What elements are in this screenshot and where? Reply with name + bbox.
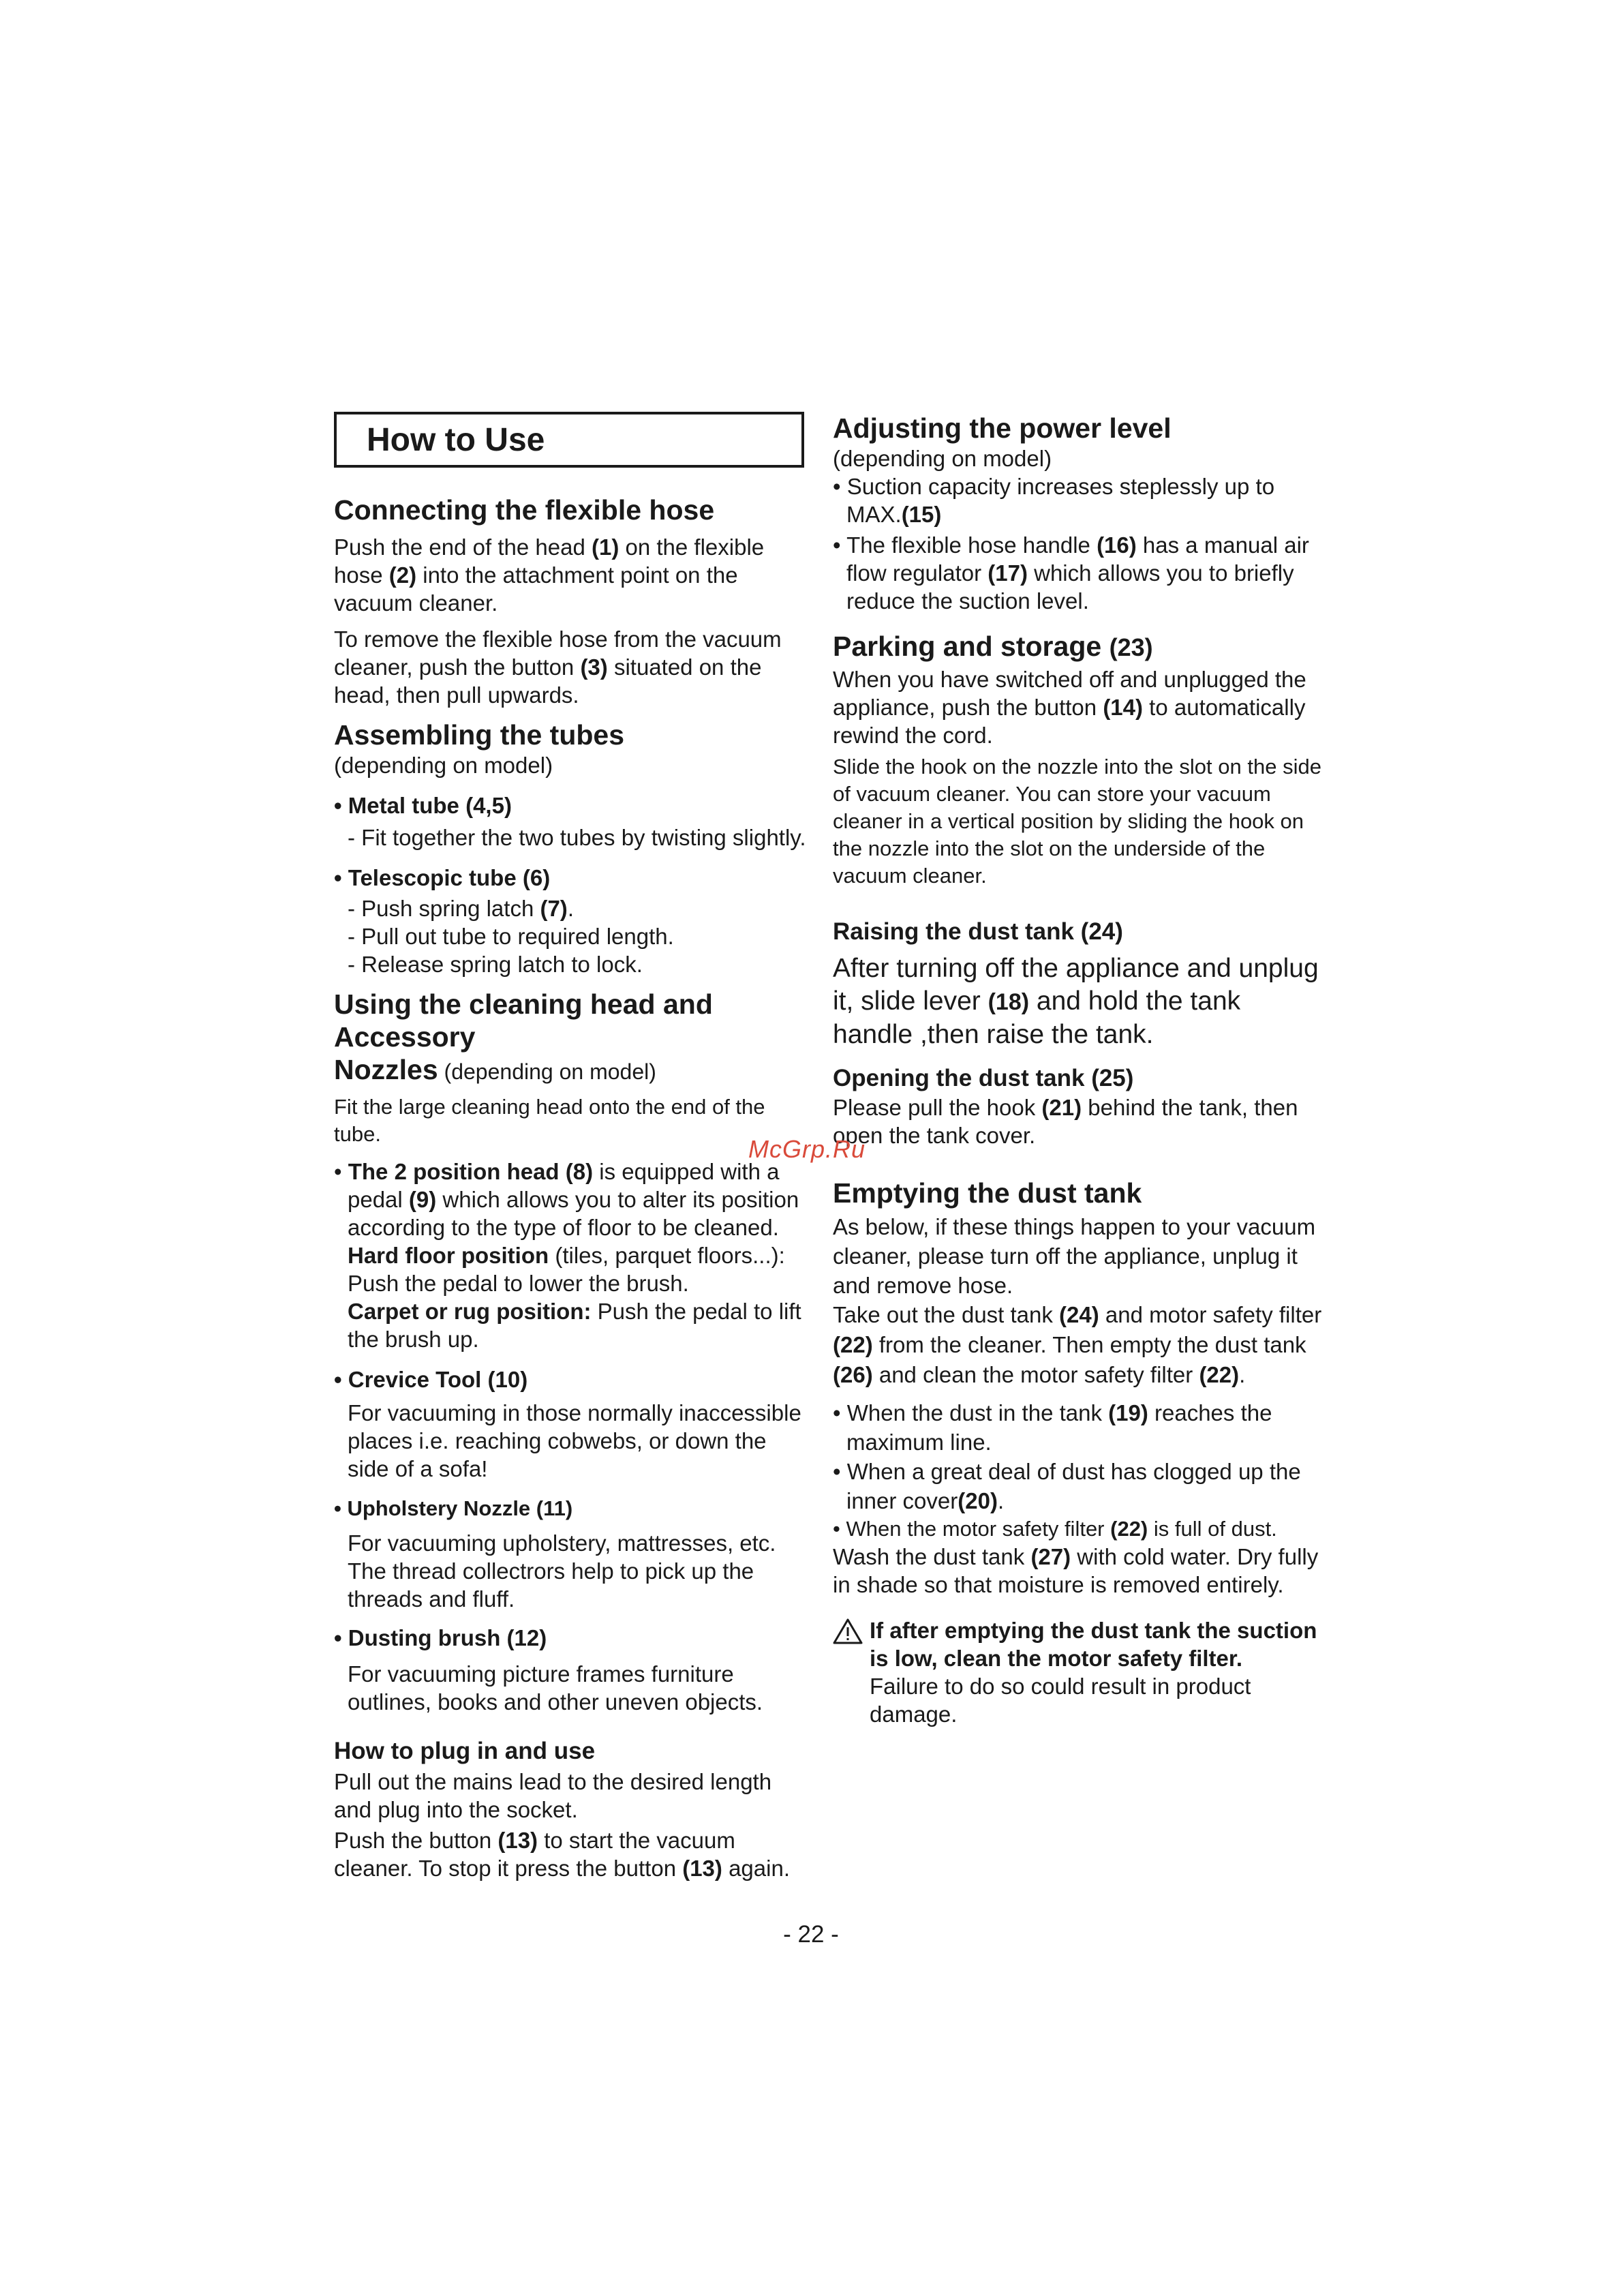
power-note: (depending on model) [833, 446, 1052, 471]
power-bullet-1: • Suction capacity increases steplessly up to MAX.(15) [833, 474, 1275, 527]
emptying-paragraph-2: Take out the dust tank (24) and motor safety filter (22) from the cleaner. Then empty the dust tank (26) and clean the motor safety filter (22). [833, 1302, 1322, 1387]
heading-parking-storage: Parking and storage (23) [833, 631, 1153, 662]
warning-note [833, 1616, 1323, 1728]
metal-tube-label: • Metal tube (4,5) [334, 793, 512, 818]
heading-power-level: Adjusting the power level [833, 412, 1172, 444]
emptying-bullet-1: • When the dust in the tank (19) reaches the maximum line. [833, 1400, 1272, 1455]
dusting-brush-label: • Dusting brush (12) [334, 1625, 547, 1650]
warning-text: Failure to do so could result in product damage. [870, 1674, 1251, 1727]
plug-paragraph-1: Pull out the mains lead to the desired length and plug into the socket. [334, 1769, 772, 1822]
right-column [833, 412, 1323, 1728]
connecting-paragraph-1: Push the end of the head (1) on the flexible hose (2) into the attachment point on the vacuum cleaner. [334, 534, 765, 616]
watermark: McGrp.Ru [748, 1135, 866, 1163]
heading-assembling-tubes: Assembling the tubes [334, 719, 625, 751]
warning-bold-text: If after emptying the dust tank the suction is low, clean the motor safety filter. [870, 1618, 1317, 1671]
power-bullet-2: • The flexible hose handle (16) has a manual air flow regulator (17) which allows you to briefly reduce the suction level. [833, 532, 1309, 614]
telescopic-tube-label: • Telescopic tube (6) [334, 865, 551, 890]
crevice-tool-label: • Crevice Tool (10) [334, 1367, 528, 1392]
heading-emptying-tank: Emptying the dust tank [833, 1177, 1142, 1209]
telescopic-step-1: - Push spring latch (7). [348, 896, 574, 921]
warning-triangle-icon [833, 1616, 864, 1728]
hard-floor-position: Hard floor position (tiles, parquet floors...): Push the pedal to lower the brush. [348, 1243, 785, 1296]
heading-raising-tank: Raising the dust tank (24) [833, 918, 1123, 945]
opening-paragraph: Please pull the hook (21) behind the tank, then open the tank cover. [833, 1095, 1298, 1148]
heading-connecting-hose: Connecting the flexible hose [334, 494, 715, 526]
plug-paragraph-2: Push the button (13) to start the vacuum cleaner. To stop it press the button (13) again. [334, 1828, 790, 1881]
heading-plug-in: How to plug in and use [334, 1738, 596, 1764]
crevice-tool-text: For vacuuming in those normally inaccessible places i.e. reaching cobwebs, or down the side of a sofa! [348, 1400, 801, 1481]
raising-paragraph: After turning off the appliance and unplug it, slide lever (18) and hold the tank handle ,then raise the tank. [833, 954, 1319, 1049]
upholstery-nozzle-text: For vacuuming upholstery, mattresses, etc. The thread collectrors help to pick up the threads and fluff. [348, 1530, 776, 1612]
page-number: - 22 - [783, 1921, 839, 1948]
heading-cleaning-head: Using the cleaning head and Accessory Nozzles (depending on model) [334, 988, 713, 1085]
upholstery-nozzle-label: • Upholstery Nozzle (11) [334, 1496, 573, 1520]
assembling-note: (depending on model) [334, 753, 553, 778]
parking-paragraph-1: When you have switched off and unplugged the appliance, push the button (14) to automatically rewind the cord. [833, 667, 1306, 748]
page-title: How to Use [367, 421, 545, 458]
section-title-box [334, 412, 804, 468]
two-position-head-item: • The 2 position head (8) is equipped with a pedal (9) which allows you to alter its position according to the type of floor to be cleaned. [334, 1159, 799, 1240]
wash-paragraph: Wash the dust tank (27) with cold water. Dry fully in shade so that moisture is removed entirely. [833, 1544, 1319, 1597]
carpet-position: Carpet or rug position: Push the pedal to lift the brush up. [348, 1299, 801, 1352]
heading-opening-tank: Opening the dust tank (25) [833, 1065, 1134, 1091]
dusting-brush-text: For vacuuming picture frames furniture outlines, books and other uneven objects. [348, 1661, 763, 1715]
connecting-paragraph-2: To remove the flexible hose from the vacuum cleaner, push the button (3) situated on the head, then pull upwards. [334, 626, 782, 708]
telescopic-step-2: - Pull out tube to required length. [348, 924, 674, 949]
telescopic-step-3: - Release spring latch to lock. [348, 952, 643, 977]
nozzles-intro: Fit the large cleaning head onto the end of the tube. [334, 1095, 765, 1146]
emptying-bullet-2: • When a great deal of dust has clogged up the inner cover(20). [833, 1459, 1301, 1513]
emptying-bullet-3: • When the motor safety filter (22) is full of dust. [833, 1517, 1277, 1541]
metal-tube-step: - Fit together the two tubes by twisting slightly. [348, 825, 806, 850]
emptying-paragraph-1: As below, if these things happen to your vacuum cleaner, please turn off the appliance, unplug it and remove hose. [833, 1214, 1316, 1298]
parking-paragraph-2: Slide the hook on the nozzle into the slot on the side of vacuum cleaner. You can store your vacuum cleaner in a vertical position by sliding the hook on the nozzle into the slot on the underside of the vacuum cleaner. [833, 755, 1321, 888]
left-column [334, 412, 811, 1882]
